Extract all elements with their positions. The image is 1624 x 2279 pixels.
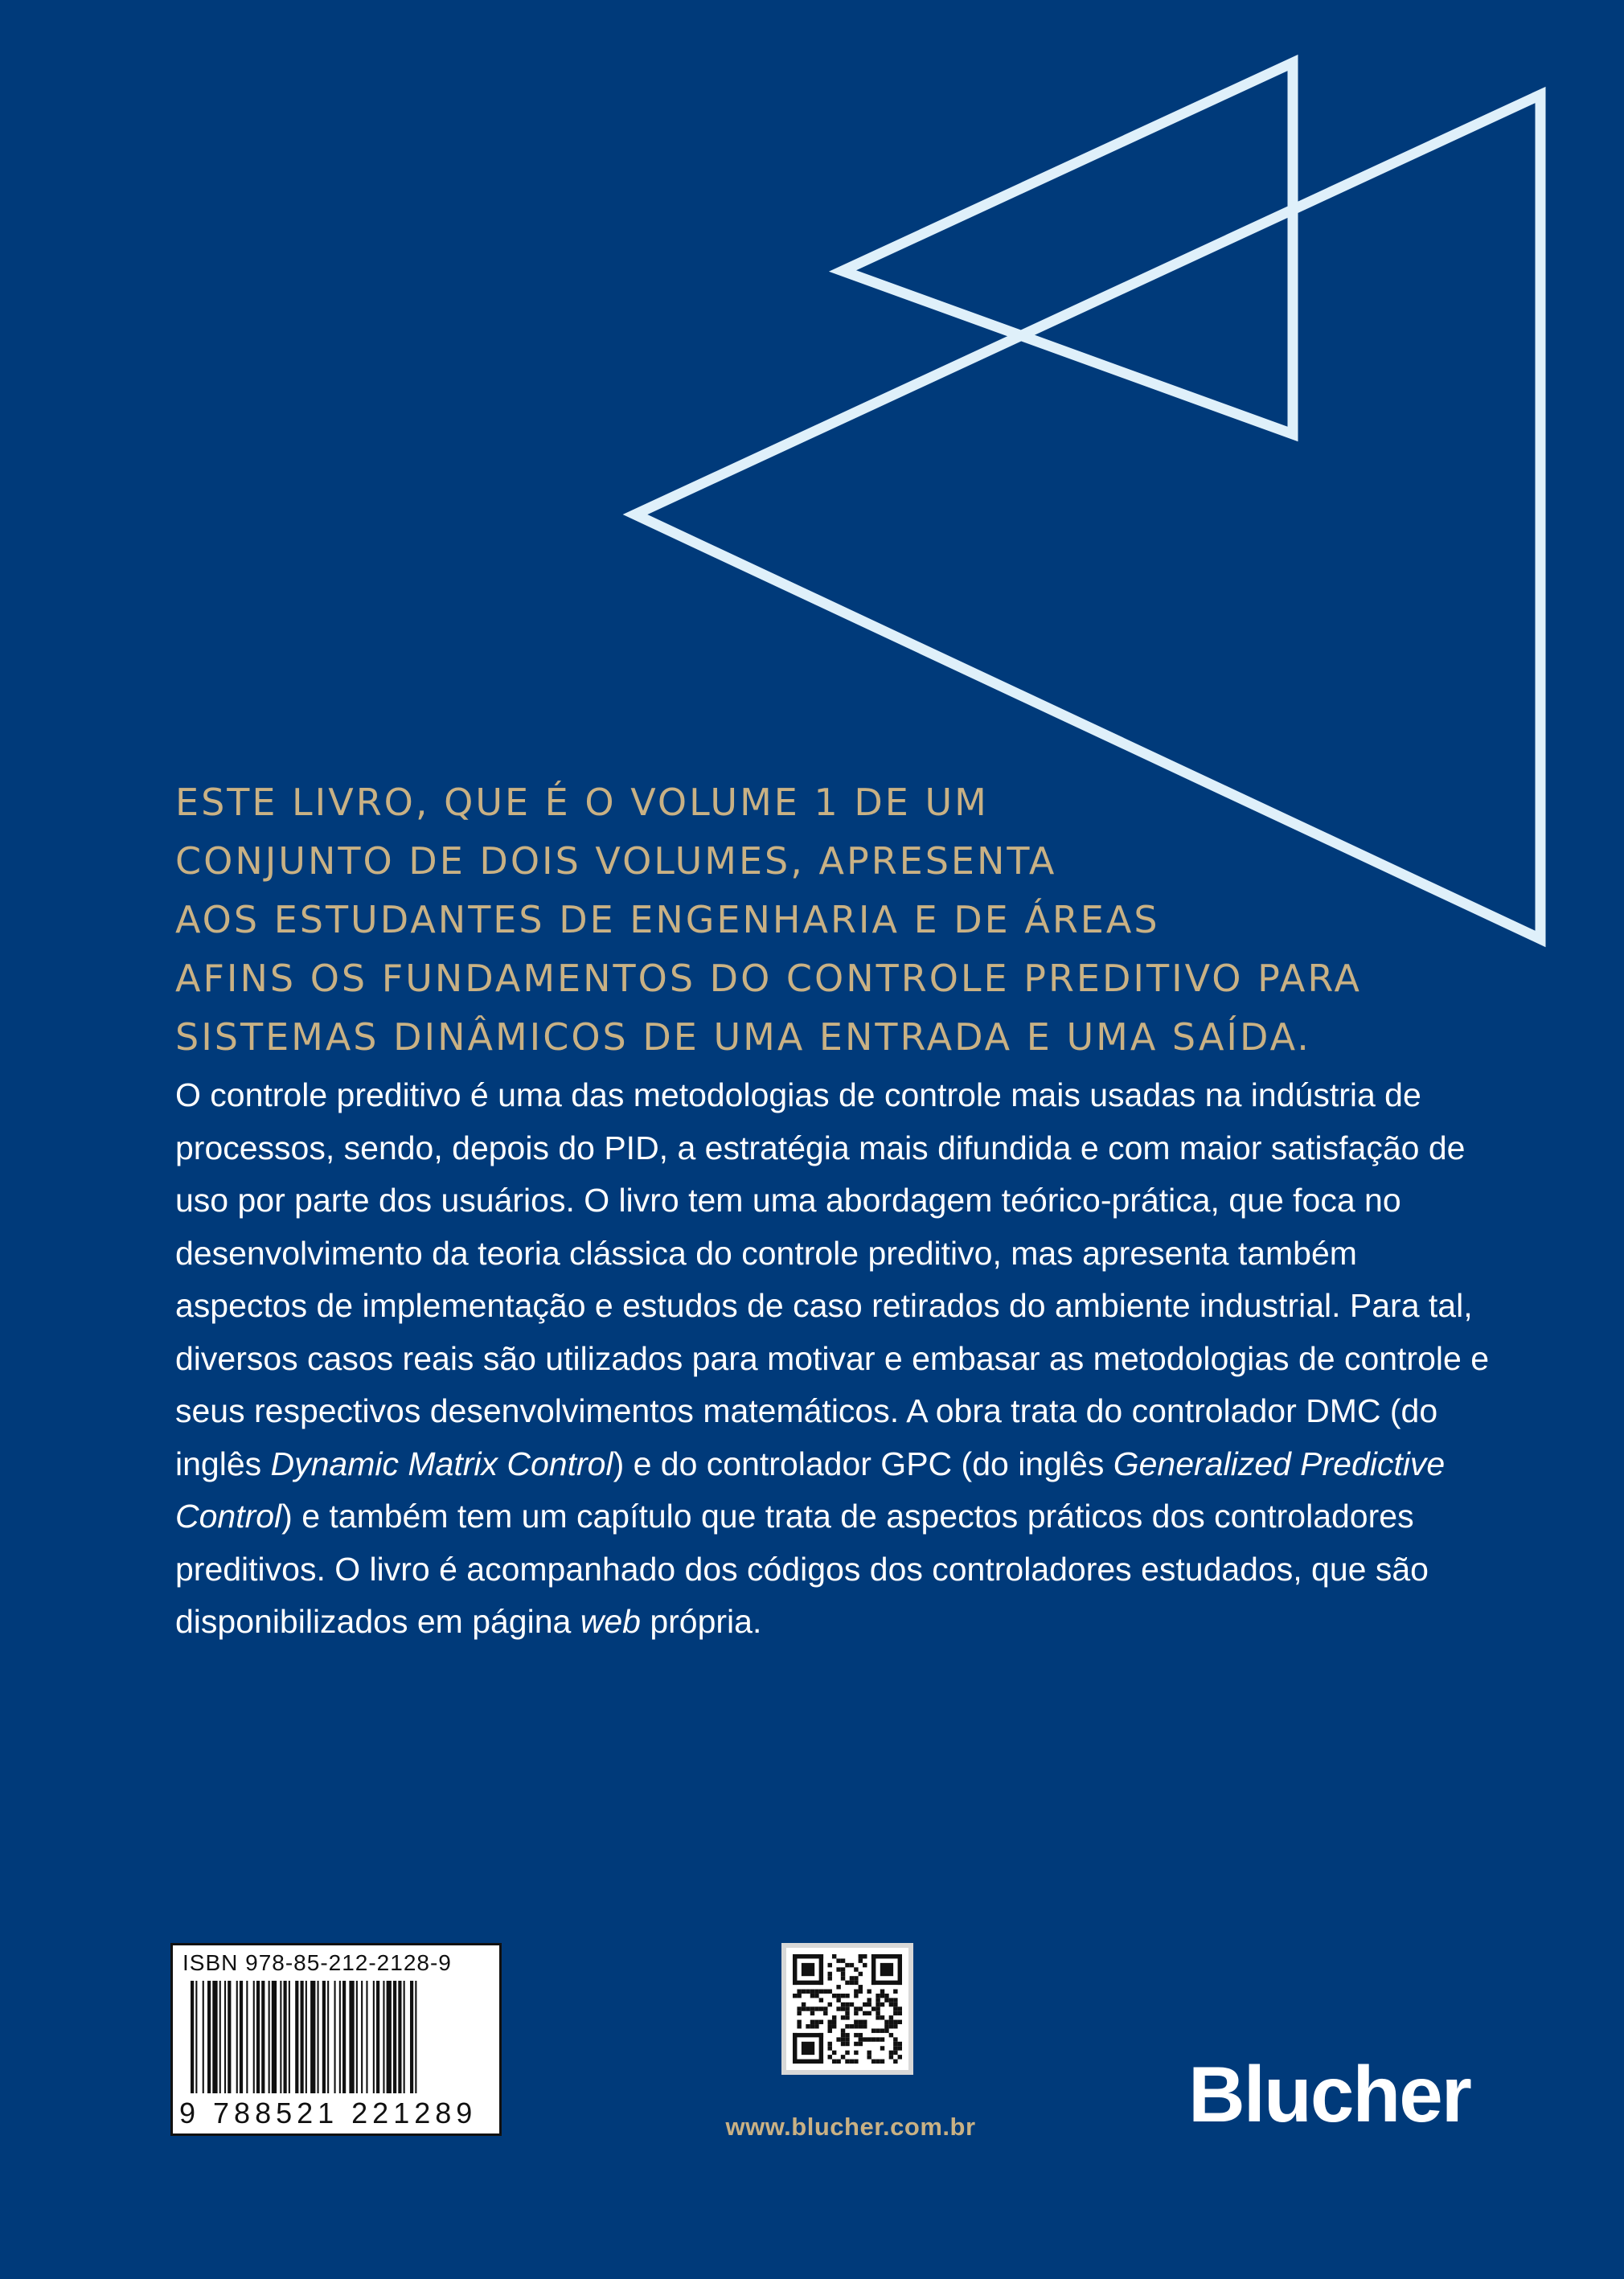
qr-module bbox=[841, 2028, 845, 2032]
qr-module bbox=[876, 2028, 880, 2032]
description-text: própria. bbox=[640, 1603, 762, 1640]
qr-module bbox=[832, 2024, 836, 2028]
qr-module bbox=[854, 1994, 858, 1998]
barcode-bar bbox=[253, 1981, 255, 2093]
qr-module bbox=[845, 1994, 849, 1998]
barcode-bar bbox=[219, 1981, 221, 2093]
qr-module bbox=[836, 2006, 840, 2011]
qr-module bbox=[854, 1967, 858, 1971]
qr-module bbox=[859, 1990, 863, 1994]
blurb-line: AFINS OS FUNDAMENTOS DO CONTROLE PREDITIVO PARA bbox=[175, 957, 1362, 1000]
qr-module bbox=[859, 2037, 863, 2041]
qr-finder-part bbox=[802, 2042, 814, 2055]
description-italic: web bbox=[580, 1603, 641, 1640]
qr-module bbox=[854, 2006, 858, 2011]
qr-module bbox=[828, 2002, 832, 2006]
barcode-bar bbox=[404, 1981, 405, 2093]
blurb-line: CONJUNTO DE DOIS VOLUMES, APRESENTA bbox=[175, 839, 1057, 883]
qr-module bbox=[841, 1994, 845, 1998]
qr-module bbox=[898, 2006, 902, 2011]
barcode-bar bbox=[301, 1981, 304, 2093]
isbn-barcode bbox=[170, 1943, 502, 2136]
qr-module bbox=[863, 2024, 867, 2028]
qr-module bbox=[871, 2060, 876, 2064]
qr-module bbox=[832, 2020, 836, 2024]
qr-module bbox=[845, 2051, 849, 2055]
book-description bbox=[175, 1069, 1494, 1649]
qr-module bbox=[863, 2020, 867, 2024]
barcode-bars bbox=[179, 1981, 494, 2101]
barcode-bar bbox=[272, 1981, 277, 2093]
qr-finder-part bbox=[793, 1954, 797, 1985]
qr-module bbox=[893, 2011, 897, 2015]
qr-code bbox=[781, 1943, 913, 2075]
qr-module bbox=[841, 1972, 845, 1976]
qr-module bbox=[793, 1994, 797, 1998]
qr-module bbox=[884, 2024, 888, 2028]
qr-module bbox=[819, 2006, 823, 2011]
qr-module bbox=[823, 2006, 827, 2011]
qr-module bbox=[841, 2055, 845, 2059]
qr-module bbox=[876, 1998, 880, 2002]
qr-module bbox=[823, 1990, 827, 1994]
barcode-bar bbox=[203, 1981, 204, 2093]
qr-module bbox=[884, 1998, 888, 2002]
qr-module bbox=[898, 2042, 902, 2046]
qr-finder-part bbox=[871, 1954, 902, 1958]
qr-module bbox=[810, 1994, 814, 1998]
qr-module bbox=[871, 2028, 876, 2032]
qr-module bbox=[876, 2037, 880, 2041]
qr-module bbox=[859, 1958, 863, 1962]
description-italic: Dynamic Matrix Control bbox=[270, 1445, 613, 1482]
barcode-bar bbox=[349, 1981, 354, 2093]
qr-module bbox=[859, 2006, 863, 2011]
qr-module bbox=[845, 2042, 849, 2046]
qr-module bbox=[841, 2006, 845, 2011]
qr-module bbox=[814, 2024, 818, 2028]
barcode-bar bbox=[373, 1981, 375, 2093]
qr-finder-part bbox=[871, 1981, 902, 1985]
qr-module bbox=[863, 1954, 867, 1958]
barcode-bar bbox=[356, 1981, 358, 2093]
barcode-bar bbox=[327, 1981, 329, 2093]
qr-module bbox=[854, 1981, 858, 1985]
qr-module bbox=[823, 2011, 827, 2015]
qr-module bbox=[889, 2020, 893, 2024]
qr-module bbox=[880, 2046, 884, 2050]
qr-module bbox=[828, 2042, 832, 2046]
isbn-label: ISBN 978-85-212-2128-9 bbox=[182, 1950, 452, 1975]
qr-module bbox=[889, 1998, 893, 2002]
barcode-bar bbox=[269, 1981, 270, 2093]
qr-module bbox=[814, 2006, 818, 2011]
qr-module bbox=[806, 2024, 810, 2028]
qr-module bbox=[836, 1958, 840, 1962]
qr-module bbox=[854, 2051, 858, 2055]
qr-module bbox=[880, 2037, 884, 2041]
qr-module bbox=[836, 2037, 840, 2041]
barcode-bar bbox=[240, 1981, 243, 2093]
qr-module bbox=[810, 2020, 814, 2024]
qr-module bbox=[836, 1998, 840, 2002]
barcode-bar bbox=[322, 1981, 326, 2093]
qr-module bbox=[845, 2060, 849, 2064]
qr-module bbox=[832, 2051, 836, 2055]
qr-module bbox=[832, 1994, 836, 1998]
description-italic: Generalized Predictive Control bbox=[175, 1445, 1446, 1535]
qr-module bbox=[880, 2060, 884, 2064]
qr-module bbox=[841, 1958, 845, 1962]
qr-module bbox=[871, 2006, 876, 2011]
qr-module bbox=[814, 2020, 818, 2024]
qr-module bbox=[845, 1963, 849, 1967]
qr-finder-part bbox=[793, 2033, 823, 2037]
qr-module bbox=[836, 1985, 840, 1989]
description-text: ) e do controlador GPC (do inglês bbox=[613, 1445, 1113, 1482]
qr-finder-part bbox=[819, 2033, 823, 2064]
qr-module bbox=[845, 2006, 849, 2011]
qr-module bbox=[854, 1990, 858, 1994]
qr-module bbox=[893, 2020, 897, 2024]
barcode-bar bbox=[261, 1981, 265, 2093]
qr-module bbox=[898, 2055, 902, 2059]
qr-module bbox=[845, 2037, 849, 2041]
barcode-bar bbox=[415, 1981, 416, 2093]
qr-module bbox=[845, 2011, 849, 2015]
qr-module bbox=[832, 2060, 836, 2064]
qr-module bbox=[854, 2033, 858, 2037]
qr-module bbox=[893, 2042, 897, 2046]
qr-finder-part bbox=[819, 1954, 823, 1985]
barcode-bar bbox=[224, 1981, 226, 2093]
qr-module bbox=[802, 2006, 806, 2011]
qr-module bbox=[867, 1990, 871, 1994]
qr-module bbox=[850, 1963, 854, 1967]
qr-module bbox=[828, 2020, 832, 2024]
qr-module bbox=[893, 2037, 897, 2041]
qr-module bbox=[850, 1976, 854, 1980]
qr-module bbox=[898, 2020, 902, 2024]
description-text: O controle preditivo é uma das metodologias de controle mais usadas na indústria de processos, sendo, depois do PID, a estratégia mais difundida e com maior satisfação de uso por parte dos usuários. O livro tem uma abordagem teórico-prática, que foca no desenvolvimento da teoria clássica do controle preditivo, mas apresenta também aspectos de implementação e estudos de caso retirados do ambiente industrial. Para tal, diversos casos reais são utilizados para motivar e embasar as metodologias de controle e seus respectivos desenvolvimentos matemáticos. A obra trata do controlador DMC (do inglês bbox=[175, 1076, 1489, 1482]
barcode-bar bbox=[393, 1981, 396, 2093]
qr-module bbox=[836, 1967, 840, 1971]
qr-finder-part bbox=[793, 1954, 823, 1958]
qr-module bbox=[854, 2024, 858, 2028]
qr-module bbox=[836, 1994, 840, 1998]
qr-module bbox=[863, 2037, 867, 2041]
barcode-bar bbox=[280, 1981, 281, 2093]
qr-module bbox=[854, 2011, 858, 2015]
qr-module bbox=[863, 2002, 867, 2006]
qr-module bbox=[863, 2011, 867, 2015]
barcode-bar bbox=[334, 1981, 336, 2093]
qr-module bbox=[889, 2033, 893, 2037]
qr-module bbox=[854, 2020, 858, 2024]
barcode-bar bbox=[236, 1981, 238, 2093]
qr-module bbox=[889, 2051, 893, 2055]
qr-module bbox=[797, 1990, 801, 1994]
qr-module bbox=[893, 2046, 897, 2050]
qr-finder-part bbox=[793, 2060, 823, 2064]
qr-module bbox=[893, 2006, 897, 2011]
qr-module bbox=[802, 1990, 806, 1994]
qr-module bbox=[876, 2002, 880, 2006]
qr-module bbox=[880, 2015, 884, 2019]
barcode-bar bbox=[256, 1981, 260, 2093]
qr-module bbox=[854, 2042, 858, 2046]
qr-module bbox=[814, 1994, 818, 1998]
qr-module bbox=[854, 1976, 858, 1980]
qr-module bbox=[850, 2024, 854, 2028]
qr-module bbox=[828, 2028, 832, 2032]
qr-module bbox=[867, 1998, 871, 2002]
qr-module bbox=[841, 1967, 845, 1971]
barcode-bar bbox=[228, 1981, 231, 2093]
qr-module bbox=[893, 2002, 897, 2006]
barcode-bar bbox=[310, 1981, 315, 2093]
qr-module bbox=[889, 2002, 893, 2006]
qr-module bbox=[850, 2002, 854, 2006]
qr-module bbox=[876, 2011, 880, 2015]
qr-module bbox=[819, 1990, 823, 1994]
barcode-bar bbox=[212, 1981, 217, 2093]
qr-module bbox=[859, 1954, 863, 1958]
qr-module bbox=[810, 2011, 814, 2015]
qr-module bbox=[797, 2020, 801, 2024]
barcode-bar bbox=[306, 1981, 307, 2093]
qr-module bbox=[863, 1963, 867, 1967]
qr-module bbox=[828, 1972, 832, 1976]
barcode-bar bbox=[361, 1981, 363, 2093]
barcode-bar bbox=[387, 1981, 392, 2093]
qr-module bbox=[889, 2015, 893, 2019]
qr-module bbox=[884, 1994, 888, 1998]
qr-module bbox=[876, 1994, 880, 1998]
qr-module bbox=[814, 1990, 818, 1994]
qr-module bbox=[828, 1990, 832, 1994]
qr-module bbox=[819, 1998, 823, 2002]
qr-module bbox=[806, 2006, 810, 2011]
ean-digits: 9 788521 221289 bbox=[179, 2097, 478, 2129]
qr-module bbox=[859, 2033, 863, 2037]
qr-module bbox=[797, 2011, 801, 2015]
qr-module bbox=[893, 2051, 897, 2055]
barcode-bar bbox=[410, 1981, 413, 2093]
qr-module bbox=[845, 2002, 849, 2006]
qr-module bbox=[871, 2037, 876, 2041]
qr-finder-part bbox=[793, 2033, 797, 2064]
barcode-bar bbox=[246, 1981, 248, 2093]
qr-module bbox=[893, 2060, 897, 2064]
qr-module bbox=[797, 1994, 801, 1998]
barcode-bar bbox=[195, 1981, 197, 2093]
qr-module bbox=[867, 2051, 871, 2055]
qr-module bbox=[832, 2015, 836, 2019]
qr-module bbox=[819, 2020, 823, 2024]
description-text: ) e também tem um capítulo que trata de aspectos práticos dos controladores preditivos. O livro é acompanhado dos códigos dos controladores estudados, que são disponibilizados em página bbox=[175, 1498, 1429, 1640]
qr-module bbox=[876, 2006, 880, 2011]
qr-module bbox=[880, 1990, 884, 1994]
small-triangle bbox=[843, 63, 1293, 434]
qr-module bbox=[859, 2024, 863, 2028]
barcode-bar bbox=[295, 1981, 298, 2093]
qr-module bbox=[836, 2060, 840, 2064]
qr-module bbox=[828, 2046, 832, 2050]
qr-module bbox=[832, 1954, 836, 1958]
qr-module bbox=[845, 2015, 849, 2019]
qr-finder-part bbox=[898, 1954, 902, 1985]
qr-module bbox=[880, 2028, 884, 2032]
qr-module bbox=[867, 2002, 871, 2006]
barcode-bar bbox=[289, 1981, 290, 2093]
barcode-bar bbox=[366, 1981, 367, 2093]
qr-module bbox=[845, 1981, 849, 1985]
qr-module bbox=[841, 2015, 845, 2019]
blurb-heading bbox=[175, 773, 1558, 1067]
qr-module bbox=[810, 2024, 814, 2028]
barcode-bar bbox=[398, 1981, 401, 2093]
qr-module bbox=[797, 2006, 801, 2011]
qr-module bbox=[876, 2015, 880, 2019]
qr-module bbox=[850, 2060, 854, 2064]
qr-code-modules bbox=[793, 1954, 902, 2064]
qr-module bbox=[854, 2060, 858, 2064]
qr-module bbox=[797, 2024, 801, 2028]
barcode-bar bbox=[339, 1981, 341, 2093]
qr-module bbox=[845, 2024, 849, 2028]
qr-module bbox=[828, 2024, 832, 2028]
qr-module bbox=[810, 1990, 814, 1994]
barcode-bar bbox=[318, 1981, 319, 2093]
qr-module bbox=[880, 1994, 884, 1998]
blurb-line: ESTE LIVRO, QUE É O VOLUME 1 DE UM bbox=[175, 781, 989, 824]
qr-module bbox=[889, 2024, 893, 2028]
qr-module bbox=[893, 2024, 897, 2028]
qr-module bbox=[841, 2042, 845, 2046]
qr-module bbox=[828, 1963, 832, 1967]
qr-module bbox=[898, 2046, 902, 2050]
qr-module bbox=[806, 1990, 810, 1994]
publisher-logo: Blucher bbox=[1188, 2050, 1470, 2138]
qr-module bbox=[876, 2060, 880, 2064]
qr-module bbox=[810, 2006, 814, 2011]
qr-module bbox=[898, 2011, 902, 2015]
qr-finder-part bbox=[871, 1954, 876, 1985]
qr-module bbox=[850, 1981, 854, 1985]
qr-module bbox=[859, 1985, 863, 1989]
qr-module bbox=[884, 2020, 888, 2024]
qr-module bbox=[841, 2002, 845, 2006]
qr-module bbox=[828, 1976, 832, 1980]
qr-module bbox=[893, 1990, 897, 1994]
qr-module bbox=[802, 2002, 806, 2006]
qr-module bbox=[884, 2028, 888, 2032]
qr-finder-part bbox=[793, 1981, 823, 1985]
qr-module bbox=[867, 2011, 871, 2015]
barcode-bar bbox=[284, 1981, 287, 2093]
publisher-website: www.blucher.com.br bbox=[725, 2113, 976, 2141]
qr-module bbox=[828, 2055, 832, 2059]
qr-module bbox=[859, 1972, 863, 1976]
qr-module bbox=[889, 2055, 893, 2059]
qr-module bbox=[841, 2037, 845, 2041]
qr-module bbox=[841, 1976, 845, 1980]
qr-module bbox=[867, 2037, 871, 2041]
barcode-bar bbox=[207, 1981, 211, 2093]
qr-module bbox=[841, 2033, 845, 2037]
qr-finder-part bbox=[880, 1963, 893, 1976]
qr-module bbox=[845, 2033, 849, 2037]
qr-module bbox=[880, 2002, 884, 2006]
qr-module bbox=[859, 2020, 863, 2024]
barcode-bar bbox=[383, 1981, 384, 2093]
barcode-bar bbox=[191, 1981, 194, 2093]
qr-module bbox=[893, 1998, 897, 2002]
qr-finder-part bbox=[802, 1963, 814, 1976]
blurb-line: AOS ESTUDANTES DE ENGENHARIA E DE ÁREAS bbox=[175, 898, 1160, 941]
qr-module bbox=[867, 2055, 871, 2059]
barcode-bar bbox=[342, 1981, 346, 2093]
barcode-bar bbox=[376, 1981, 379, 2093]
blurb-line: SISTEMAS DINÂMICOS DE UMA ENTRADA E UMA SAÍDA. bbox=[175, 1015, 1311, 1059]
qr-module bbox=[859, 2042, 863, 2046]
